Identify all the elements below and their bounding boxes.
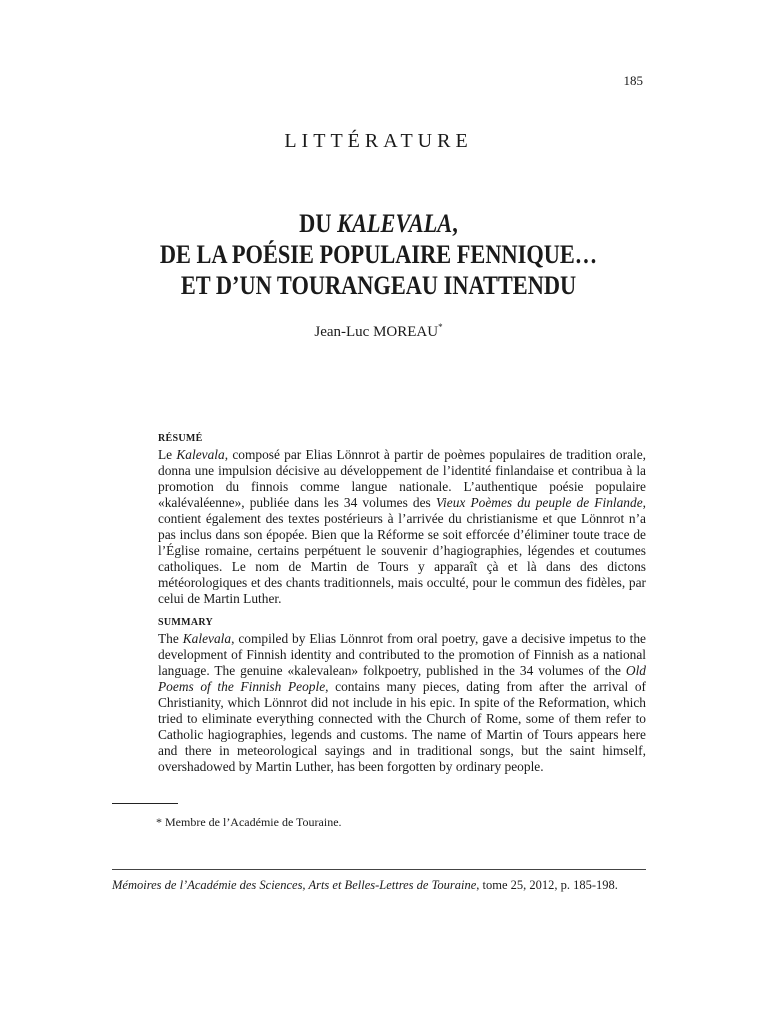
resume-italic-1: Kalevala — [176, 447, 225, 462]
title-line-3: ET D’UN TOURANGEAU INATTENDU — [180, 271, 577, 300]
footnote-rule — [112, 803, 178, 804]
title-italic-word: KALEVALA — [337, 209, 453, 238]
summary-text-1: The — [158, 631, 183, 646]
article-title — [53, 208, 704, 301]
author-name — [0, 322, 757, 341]
title-prefix: DU — [299, 209, 338, 238]
page-number: 185 — [623, 73, 643, 88]
resume-italic-2: Vieux Poèmes du peuple de Finlande — [435, 495, 643, 510]
section-heading: LITTÉRATURE — [284, 130, 473, 152]
resume-text-2: , composé par Elias Lönnrot à partir de poèmes populaires de tradition orale, donna une impulsion décisive au développement de l’identité finlandaise et contribua à la promotion du finnois comme langue nationale. L’authentique poésie populaire «kalévaléenne», publiée dans les 34 volumes des — [158, 447, 646, 510]
journal-title: Mémoires de l’Académie des Sciences, Arts et Belles-Lettres de Touraine — [112, 878, 477, 892]
journal-citation — [112, 878, 646, 893]
resume-text-1: Le — [158, 447, 177, 462]
author-footnote-mark: * — [438, 322, 443, 332]
summary-italic-1: Kalevala — [182, 631, 232, 646]
author-name-text: Jean-Luc MOREAU — [314, 324, 439, 340]
summary-text-3: , contains many pieces, dating from after the arrival of Christianity, which Lönnrot did not include in his epic. In spite of the Reformation, which tried to eliminate everything connected with the Church of Rome, some of them refer to Catholic hagiographies, legends and customs. The name of Martin of Tours appears here and there in meteorological sayings and in traditional songs, but the saint himself, overshadowed by Martin Luther, has been forgotten by ordinary people. — [158, 679, 647, 774]
resume-text-3: , contient également des textes postérieurs à l’arrivée du christianisme et que Lönnrot n’a pas inclus dans son épopée. Bien que la Réforme se soit efforcée d’éliminer toute trace de l’Église romaine, certains perpétuent le souvenir d’hagiographies, légendes et coutumes catholiques. Le nom de Martin de Tours y apparaît çà et là dans des dictons météorologiques et des chants traditionnels, mais occulté, pour le commun des fidèles, par celui de Martin Luther. — [158, 495, 646, 606]
summary-italic-2: Old Poems of the Finnish People — [158, 663, 646, 694]
summary-text-2: , compiled by Elias Lönnrot from oral poetry, gave a decisive impetus to the development of Finnish identity and contributed to the promotion of Finnish as a national language. The genuine «kalevalean» folkpoetry, published in the 34 volumes of the — [158, 631, 646, 678]
title-line-2: DE LA POÉSIE POPULAIRE FENNIQUE… — [159, 240, 598, 269]
title-suffix: , — [452, 209, 458, 238]
resume-block — [158, 431, 646, 607]
summary-label: SUMMARY — [158, 617, 214, 628]
journal-details: , tome 25, 2012, p. 185-198. — [476, 878, 618, 892]
journal-rule — [112, 869, 646, 870]
footnote: * Membre de l’Académie de Touraine. — [156, 815, 342, 829]
summary-block — [158, 615, 646, 775]
resume-label: RÉSUMÉ — [158, 433, 203, 444]
title-line-1 — [53, 208, 704, 239]
